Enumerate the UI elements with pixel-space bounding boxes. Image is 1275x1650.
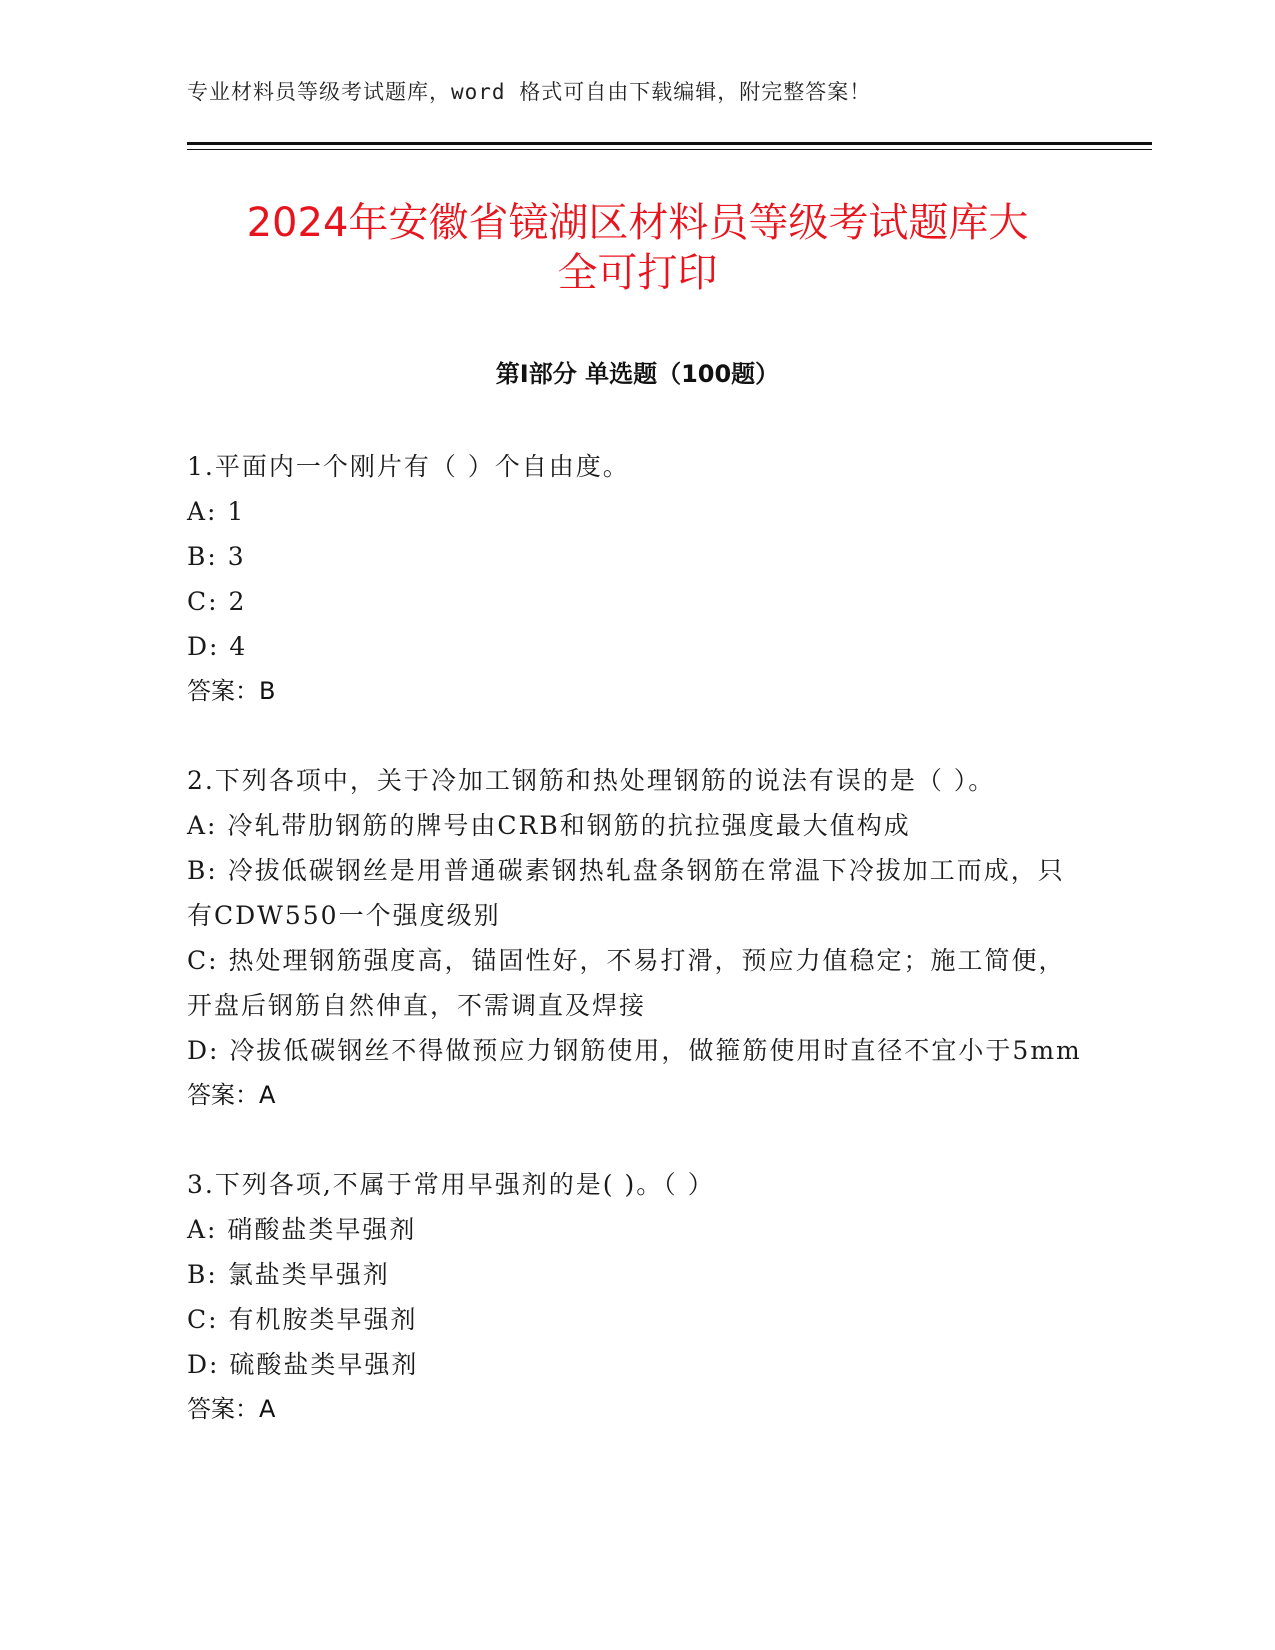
question-2-option-b: B: 冷拔低碳钢丝是用普通碳素钢热轧盘条钢筋在常温下冷拔加工而成，只有CDW550一个强度级别 xyxy=(187,856,1065,930)
question-1-option-c: C: 2 xyxy=(187,587,247,616)
question-2-stem: 2.下列各项中，关于冷加工钢筋和热处理钢筋的说法有误的是（ ）。 xyxy=(187,766,996,795)
question-3-stem: 3.下列各项,不属于常用早强剂的是( )。（ ） xyxy=(187,1170,715,1199)
question-3-option-c: C: 有机胺类早强剂 xyxy=(187,1305,418,1334)
question-list xyxy=(187,444,1087,1476)
section-heading: 第Ⅰ部分 单选题（100题） xyxy=(495,360,780,388)
header-note: 专业材料员等级考试题库，word 格式可自由下载编辑，附完整答案！ xyxy=(187,80,872,104)
title-line-1: 2024年安徽省镜湖区材料员等级考试题库大 xyxy=(246,200,1029,246)
question-1-option-b: B: 3 xyxy=(187,542,246,571)
document-title xyxy=(150,198,1125,298)
question-2-option-c: C: 热处理钢筋强度高，锚固性好，不易打滑，预应力值稳定；施工简便，开盘后钢筋自然伸直，不需调直及焊接 xyxy=(187,946,1066,1020)
header-rule-thin xyxy=(187,149,1152,150)
question-1-option-a: A: 1 xyxy=(187,497,246,526)
header-rule-thick xyxy=(187,142,1152,145)
question-2-answer: 答案：A xyxy=(187,1081,276,1109)
question-3-option-a: A: 硝酸盐类早强剂 xyxy=(187,1215,417,1244)
title-line-2: 全可打印 xyxy=(557,250,718,296)
question-1-stem: 1.平面内一个刚片有（ ）个自由度。 xyxy=(187,452,630,481)
question-3-option-b: B: 氯盐类早强剂 xyxy=(187,1260,390,1289)
question-2-option-a: A: 冷轧带肋钢筋的牌号由CRB和钢筋的抗拉强度最大值构成 xyxy=(187,811,911,840)
question-1-option-d: D: 4 xyxy=(187,632,248,661)
question-2-option-d: D: 冷拔低碳钢丝不得做预应力钢筋使用，做箍筋使用时直径不宜小于5mm xyxy=(187,1036,1082,1065)
question-3 xyxy=(187,1162,1087,1432)
question-1 xyxy=(187,444,1087,714)
question-2 xyxy=(187,758,1087,1118)
question-1-answer: 答案：B xyxy=(187,677,276,705)
question-3-option-d: D: 硫酸盐类早强剂 xyxy=(187,1350,419,1379)
question-3-answer: 答案：A xyxy=(187,1395,276,1423)
